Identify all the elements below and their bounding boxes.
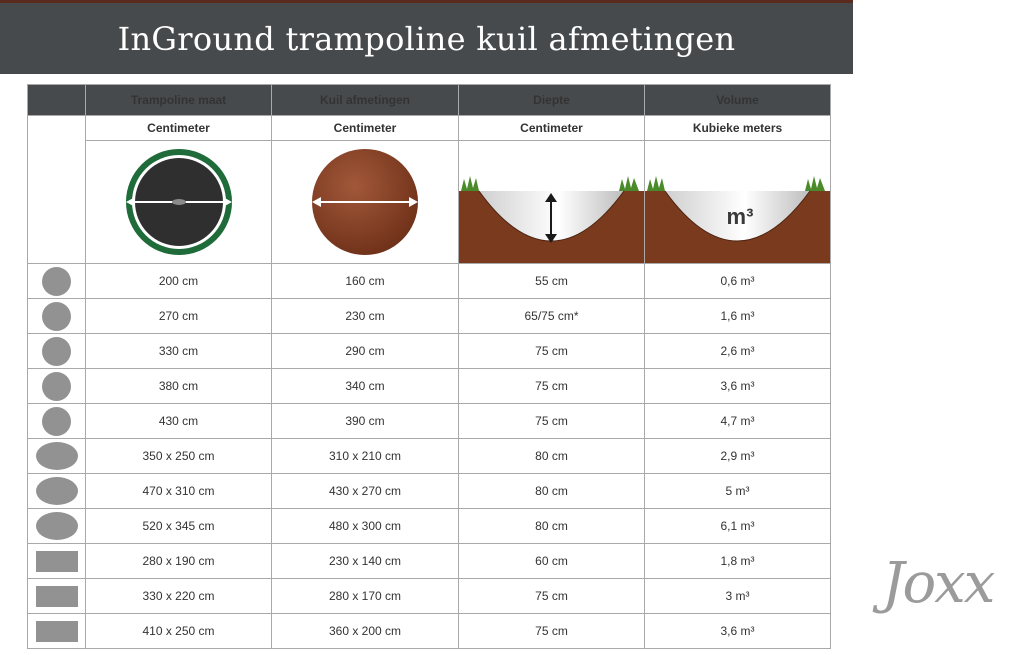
depth-value: 65/75 cm* [459, 299, 645, 334]
shape-cell [28, 439, 86, 474]
oval-shape-icon [36, 442, 78, 470]
pit-value: 160 cm [272, 264, 459, 299]
size-value: 520 x 345 cm [86, 509, 272, 544]
unit-label: Kubieke meters [645, 116, 831, 141]
table-row [28, 474, 831, 509]
size-value: 430 cm [86, 404, 272, 439]
shape-cell [28, 544, 86, 579]
volume-value: 3 m³ [645, 579, 831, 614]
volume-value: 1,6 m³ [645, 299, 831, 334]
table-row [28, 334, 831, 369]
pit-value: 310 x 210 cm [272, 439, 459, 474]
round-shape-icon [42, 407, 71, 436]
volume-value: 2,6 m³ [645, 334, 831, 369]
table-row [28, 299, 831, 334]
shape-cell [28, 614, 86, 649]
pit-value: 390 cm [272, 404, 459, 439]
oval-shape-icon [36, 477, 78, 505]
pit-value: 290 cm [272, 334, 459, 369]
illustration-row [28, 141, 831, 264]
pit-value: 430 x 270 cm [272, 474, 459, 509]
pit-cell [272, 141, 459, 264]
table-row [28, 404, 831, 439]
oval-shape-icon [36, 512, 78, 540]
size-value: 270 cm [86, 299, 272, 334]
size-value: 280 x 190 cm [86, 544, 272, 579]
shape-cell [28, 334, 86, 369]
shape-cell [28, 404, 86, 439]
table-row [28, 544, 831, 579]
unit-label: Centimeter [272, 116, 459, 141]
rect-shape-icon [36, 551, 78, 572]
volume-value: 3,6 m³ [645, 614, 831, 649]
size-value: 380 cm [86, 369, 272, 404]
round-shape-icon [42, 372, 71, 401]
round-shape-icon [42, 337, 71, 366]
shape-cell [28, 509, 86, 544]
shape-cell [28, 264, 86, 299]
header-trampoline-size: Trampoline maat [86, 85, 272, 116]
volume-cell [645, 141, 831, 264]
size-value: 330 cm [86, 334, 272, 369]
depth-value: 55 cm [459, 264, 645, 299]
header-row [28, 85, 831, 116]
volume-value: 2,9 m³ [645, 439, 831, 474]
trampoline-cell [86, 141, 272, 264]
volume-value: 4,7 m³ [645, 404, 831, 439]
unit-label: Centimeter [459, 116, 645, 141]
brand-logo: Joxx [882, 551, 994, 616]
size-value: 330 x 220 cm [86, 579, 272, 614]
table-row [28, 264, 831, 299]
round-shape-icon [42, 267, 71, 296]
size-value: 410 x 250 cm [86, 614, 272, 649]
depth-value: 75 cm [459, 614, 645, 649]
round-shape-icon [42, 302, 71, 331]
depth-value: 75 cm [459, 334, 645, 369]
header-blank [28, 85, 86, 116]
pit-value: 480 x 300 cm [272, 509, 459, 544]
pit-icon [310, 147, 420, 257]
header-depth: Diepte [459, 85, 645, 116]
header-pit-size: Kuil afmetingen [272, 85, 459, 116]
depth-value: 80 cm [459, 439, 645, 474]
pit-value: 360 x 200 cm [272, 614, 459, 649]
volume-value: 5 m³ [645, 474, 831, 509]
volume-value: 0,6 m³ [645, 264, 831, 299]
table-row [28, 439, 831, 474]
table-row [28, 509, 831, 544]
depth-value: 75 cm [459, 579, 645, 614]
shape-cell [28, 299, 86, 334]
rect-shape-icon [36, 586, 78, 607]
rect-shape-icon [36, 621, 78, 642]
size-value: 350 x 250 cm [86, 439, 272, 474]
depth-value: 80 cm [459, 474, 645, 509]
table-row [28, 369, 831, 404]
title-bar [0, 0, 853, 74]
volume-value: 6,1 m³ [645, 509, 831, 544]
volume-icon [645, 141, 830, 263]
volume-icon-label: m³ [726, 204, 754, 229]
header-volume: Volume [645, 85, 831, 116]
depth-value: 80 cm [459, 509, 645, 544]
shape-cell [28, 369, 86, 404]
size-value: 200 cm [86, 264, 272, 299]
volume-value: 1,8 m³ [645, 544, 831, 579]
trampoline-icon [124, 147, 234, 257]
depth-value: 75 cm [459, 369, 645, 404]
page-title: InGround trampoline kuil afmetingen [117, 19, 736, 58]
depth-value: 60 cm [459, 544, 645, 579]
depth-value: 75 cm [459, 404, 645, 439]
pit-value: 280 x 170 cm [272, 579, 459, 614]
units-blank [28, 116, 86, 264]
volume-value: 3,6 m³ [645, 369, 831, 404]
table-row [28, 579, 831, 614]
pit-value: 230 x 140 cm [272, 544, 459, 579]
shape-cell [28, 474, 86, 509]
table-row [28, 614, 831, 649]
pit-value: 230 cm [272, 299, 459, 334]
units-row [28, 116, 831, 141]
dimensions-table [27, 84, 831, 649]
shape-cell [28, 579, 86, 614]
depth-icon [459, 141, 644, 263]
size-value: 470 x 310 cm [86, 474, 272, 509]
depth-cell [459, 141, 645, 264]
pit-value: 340 cm [272, 369, 459, 404]
unit-label: Centimeter [86, 116, 272, 141]
